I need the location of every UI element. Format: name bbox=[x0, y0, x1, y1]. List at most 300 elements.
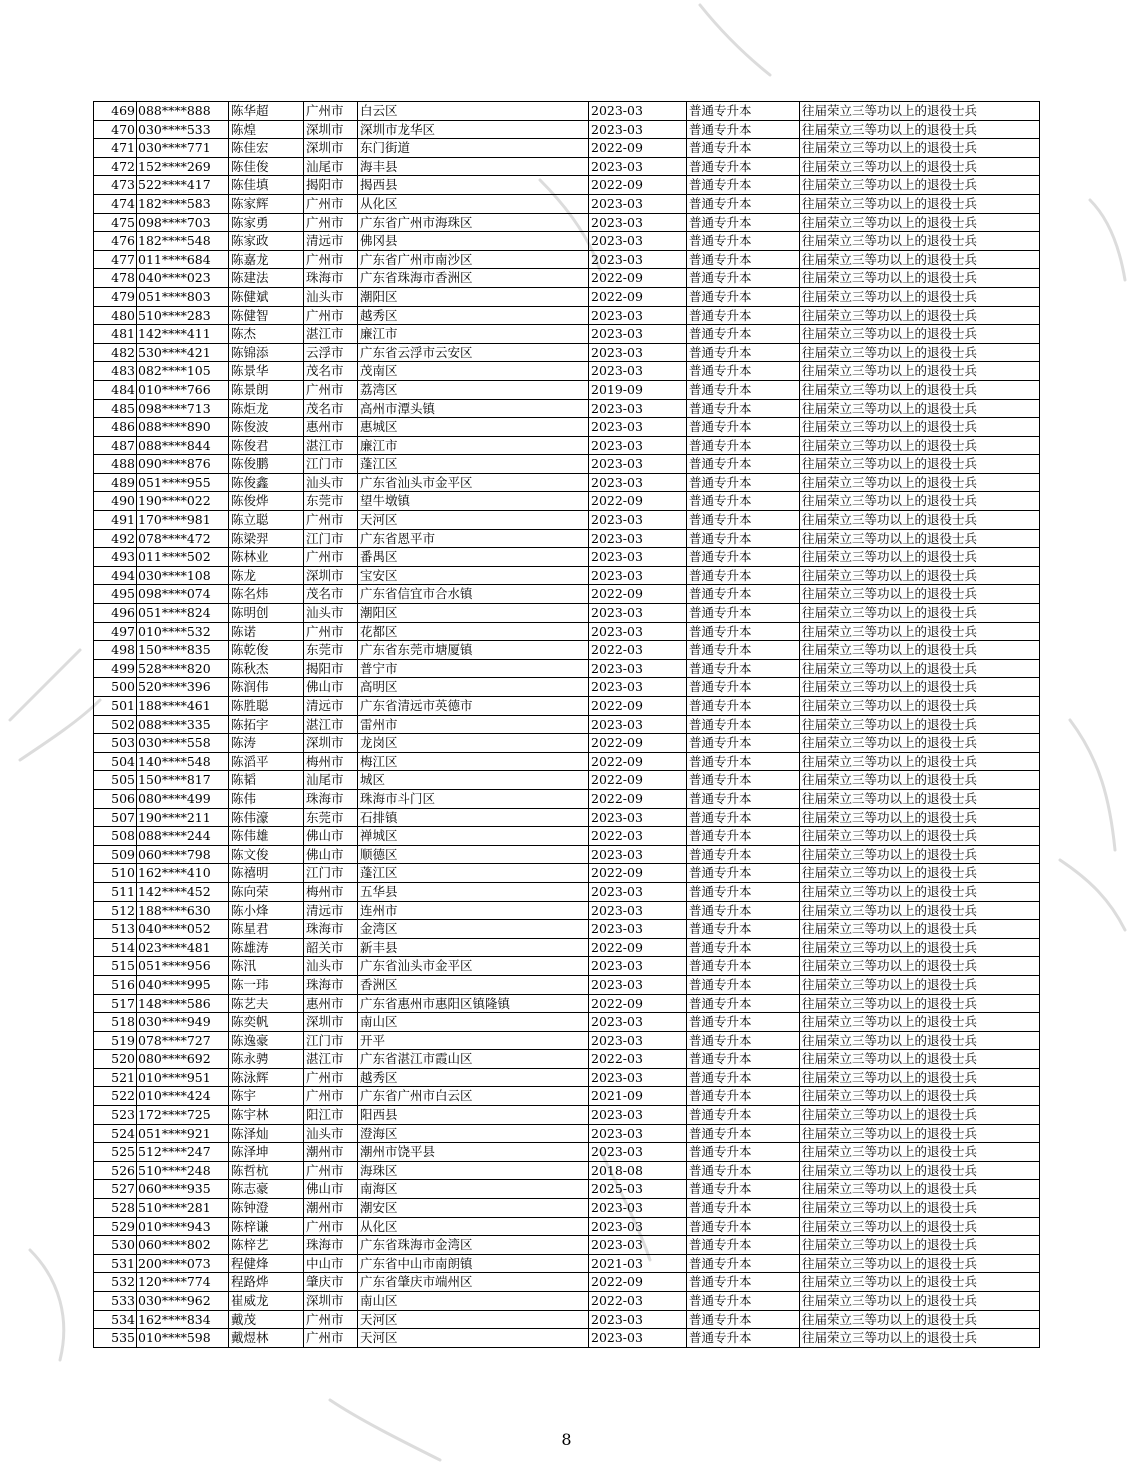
cell-no: 485 bbox=[94, 399, 137, 418]
cell-address: 龙岗区 bbox=[358, 734, 589, 753]
cell-address: 金湾区 bbox=[358, 920, 589, 939]
cell-category: 往届荣立三等功以上的退役士兵 bbox=[800, 102, 1040, 121]
cell-name: 陈秋杰 bbox=[229, 659, 304, 678]
cell-name: 陈韬 bbox=[229, 771, 304, 790]
cell-category: 往届荣立三等功以上的退役士兵 bbox=[800, 548, 1040, 567]
cell-date: 2023-03 bbox=[589, 306, 687, 325]
cell-no: 520 bbox=[94, 1050, 137, 1069]
table-row bbox=[94, 1217, 1040, 1236]
cell-type: 普通专升本 bbox=[687, 845, 800, 864]
cell-city: 佛山市 bbox=[304, 827, 358, 846]
cell-type: 普通专升本 bbox=[687, 771, 800, 790]
cell-type: 普通专升本 bbox=[687, 269, 800, 288]
cell-address: 梅江区 bbox=[358, 752, 589, 771]
cell-address: 南山区 bbox=[358, 1013, 589, 1032]
cell-category: 往届荣立三等功以上的退役士兵 bbox=[800, 269, 1040, 288]
cell-address: 佛冈县 bbox=[358, 232, 589, 251]
cell-city: 潮州市 bbox=[304, 1143, 358, 1162]
cell-name: 陈家勇 bbox=[229, 213, 304, 232]
cell-city: 湛江市 bbox=[304, 436, 358, 455]
table-row bbox=[94, 827, 1040, 846]
roster-table bbox=[93, 101, 1040, 1348]
table-row bbox=[94, 1236, 1040, 1255]
table-row bbox=[94, 176, 1040, 195]
cell-category: 往届荣立三等功以上的退役士兵 bbox=[800, 380, 1040, 399]
cell-address: 越秀区 bbox=[358, 306, 589, 325]
cell-address: 澄海区 bbox=[358, 1124, 589, 1143]
cell-no: 524 bbox=[94, 1124, 137, 1143]
cell-category: 往届荣立三等功以上的退役士兵 bbox=[800, 1310, 1040, 1329]
cell-no: 479 bbox=[94, 287, 137, 306]
cell-id: 162****834 bbox=[137, 1310, 229, 1329]
cell-no: 488 bbox=[94, 455, 137, 474]
cell-category: 往届荣立三等功以上的退役士兵 bbox=[800, 1050, 1040, 1069]
cell-id: 010****532 bbox=[137, 622, 229, 641]
cell-city: 广州市 bbox=[304, 306, 358, 325]
cell-address: 新丰县 bbox=[358, 938, 589, 957]
cell-city: 珠海市 bbox=[304, 975, 358, 994]
cell-city: 广州市 bbox=[304, 1161, 358, 1180]
cell-address: 荔湾区 bbox=[358, 380, 589, 399]
cell-date: 2023-03 bbox=[589, 678, 687, 697]
cell-category: 往届荣立三等功以上的退役士兵 bbox=[800, 455, 1040, 474]
cell-name: 陈杰 bbox=[229, 325, 304, 344]
cell-type: 普通专升本 bbox=[687, 1013, 800, 1032]
cell-category: 往届荣立三等功以上的退役士兵 bbox=[800, 1161, 1040, 1180]
cell-address: 白云区 bbox=[358, 102, 589, 121]
cell-id: 030****962 bbox=[137, 1292, 229, 1311]
cell-address: 阳西县 bbox=[358, 1106, 589, 1125]
cell-date: 2023-03 bbox=[589, 975, 687, 994]
cell-id: 040****995 bbox=[137, 975, 229, 994]
cell-id: 182****548 bbox=[137, 232, 229, 251]
cell-type: 普通专升本 bbox=[687, 250, 800, 269]
cell-name: 陈永骋 bbox=[229, 1050, 304, 1069]
cell-type: 普通专升本 bbox=[687, 1143, 800, 1162]
cell-no: 490 bbox=[94, 492, 137, 511]
cell-category: 往届荣立三等功以上的退役士兵 bbox=[800, 864, 1040, 883]
cell-id: 510****283 bbox=[137, 306, 229, 325]
cell-name: 陈泽灿 bbox=[229, 1124, 304, 1143]
cell-city: 深圳市 bbox=[304, 1292, 358, 1311]
cell-id: 078****727 bbox=[137, 1031, 229, 1050]
cell-type: 普通专升本 bbox=[687, 362, 800, 381]
cell-no: 480 bbox=[94, 306, 137, 325]
roster-body bbox=[94, 102, 1040, 1348]
table-row bbox=[94, 194, 1040, 213]
cell-date: 2022-09 bbox=[589, 492, 687, 511]
table-row bbox=[94, 120, 1040, 139]
cell-date: 2022-09 bbox=[589, 269, 687, 288]
cell-id: 200****073 bbox=[137, 1254, 229, 1273]
cell-name: 陈明创 bbox=[229, 604, 304, 623]
table-row bbox=[94, 1310, 1040, 1329]
cell-no: 513 bbox=[94, 920, 137, 939]
cell-category: 往届荣立三等功以上的退役士兵 bbox=[800, 325, 1040, 344]
cell-address: 南山区 bbox=[358, 1292, 589, 1311]
table-row bbox=[94, 399, 1040, 418]
cell-type: 普通专升本 bbox=[687, 139, 800, 158]
cell-id: 040****052 bbox=[137, 920, 229, 939]
table-row bbox=[94, 957, 1040, 976]
cell-no: 482 bbox=[94, 343, 137, 362]
cell-category: 往届荣立三等功以上的退役士兵 bbox=[800, 938, 1040, 957]
cell-city: 汕尾市 bbox=[304, 157, 358, 176]
cell-id: 051****803 bbox=[137, 287, 229, 306]
cell-address: 雷州市 bbox=[358, 715, 589, 734]
cell-no: 504 bbox=[94, 752, 137, 771]
cell-category: 往届荣立三等功以上的退役士兵 bbox=[800, 1217, 1040, 1236]
cell-name: 陈华超 bbox=[229, 102, 304, 121]
cell-address: 广东省珠海市金湾区 bbox=[358, 1236, 589, 1255]
cell-address: 广东省东莞市塘厦镇 bbox=[358, 641, 589, 660]
cell-type: 普通专升本 bbox=[687, 994, 800, 1013]
cell-id: 188****630 bbox=[137, 901, 229, 920]
table-row bbox=[94, 1254, 1040, 1273]
cell-date: 2022-09 bbox=[589, 287, 687, 306]
cell-type: 普通专升本 bbox=[687, 213, 800, 232]
cell-date: 2023-03 bbox=[589, 1013, 687, 1032]
cell-id: 140****548 bbox=[137, 752, 229, 771]
cell-address: 高州市潭头镇 bbox=[358, 399, 589, 418]
cell-address: 广东省汕头市金平区 bbox=[358, 473, 589, 492]
cell-city: 广州市 bbox=[304, 1068, 358, 1087]
cell-city: 深圳市 bbox=[304, 1013, 358, 1032]
cell-date: 2023-03 bbox=[589, 511, 687, 530]
cell-id: 142****452 bbox=[137, 882, 229, 901]
cell-id: 172****725 bbox=[137, 1106, 229, 1125]
cell-type: 普通专升本 bbox=[687, 548, 800, 567]
cell-name: 陈宇 bbox=[229, 1087, 304, 1106]
cell-city: 珠海市 bbox=[304, 789, 358, 808]
cell-type: 普通专升本 bbox=[687, 715, 800, 734]
cell-category: 往届荣立三等功以上的退役士兵 bbox=[800, 1236, 1040, 1255]
cell-address: 广东省汕头市金平区 bbox=[358, 957, 589, 976]
cell-name: 陈滔平 bbox=[229, 752, 304, 771]
table-row bbox=[94, 1013, 1040, 1032]
cell-category: 往届荣立三等功以上的退役士兵 bbox=[800, 920, 1040, 939]
cell-no: 472 bbox=[94, 157, 137, 176]
cell-type: 普通专升本 bbox=[687, 920, 800, 939]
cell-date: 2022-09 bbox=[589, 176, 687, 195]
cell-name: 陈小烽 bbox=[229, 901, 304, 920]
cell-id: 162****410 bbox=[137, 864, 229, 883]
cell-name: 陈宇林 bbox=[229, 1106, 304, 1125]
cell-date: 2023-03 bbox=[589, 845, 687, 864]
cell-date: 2023-03 bbox=[589, 194, 687, 213]
table-row bbox=[94, 938, 1040, 957]
cell-date: 2022-03 bbox=[589, 1292, 687, 1311]
cell-no: 481 bbox=[94, 325, 137, 344]
cell-address: 宝安区 bbox=[358, 566, 589, 585]
cell-date: 2023-03 bbox=[589, 1236, 687, 1255]
cell-date: 2023-03 bbox=[589, 659, 687, 678]
cell-name: 陈志豪 bbox=[229, 1180, 304, 1199]
cell-type: 普通专升本 bbox=[687, 734, 800, 753]
cell-id: 098****713 bbox=[137, 399, 229, 418]
cell-date: 2023-03 bbox=[589, 1031, 687, 1050]
cell-category: 往届荣立三等功以上的退役士兵 bbox=[800, 957, 1040, 976]
table-row bbox=[94, 715, 1040, 734]
cell-address: 潮阳区 bbox=[358, 287, 589, 306]
cell-no: 514 bbox=[94, 938, 137, 957]
cell-date: 2023-03 bbox=[589, 1124, 687, 1143]
cell-type: 普通专升本 bbox=[687, 1180, 800, 1199]
cell-date: 2023-03 bbox=[589, 882, 687, 901]
cell-category: 往届荣立三等功以上的退役士兵 bbox=[800, 901, 1040, 920]
cell-no: 491 bbox=[94, 511, 137, 530]
cell-date: 2023-03 bbox=[589, 957, 687, 976]
cell-address: 普宁市 bbox=[358, 659, 589, 678]
cell-type: 普通专升本 bbox=[687, 1050, 800, 1069]
cell-name: 陈煌 bbox=[229, 120, 304, 139]
table-row bbox=[94, 678, 1040, 697]
cell-id: 082****105 bbox=[137, 362, 229, 381]
cell-type: 普通专升本 bbox=[687, 789, 800, 808]
cell-city: 广州市 bbox=[304, 1217, 358, 1236]
cell-city: 东莞市 bbox=[304, 641, 358, 660]
cell-date: 2023-03 bbox=[589, 1199, 687, 1218]
cell-name: 陈禧明 bbox=[229, 864, 304, 883]
cell-category: 往届荣立三等功以上的退役士兵 bbox=[800, 1124, 1040, 1143]
cell-category: 往届荣立三等功以上的退役士兵 bbox=[800, 771, 1040, 790]
cell-category: 往届荣立三等功以上的退役士兵 bbox=[800, 827, 1040, 846]
cell-name: 陈乾俊 bbox=[229, 641, 304, 660]
cell-name: 陈名炜 bbox=[229, 585, 304, 604]
cell-date: 2023-03 bbox=[589, 1217, 687, 1236]
cell-date: 2023-03 bbox=[589, 399, 687, 418]
cell-category: 往届荣立三等功以上的退役士兵 bbox=[800, 1329, 1040, 1348]
cell-date: 2023-03 bbox=[589, 548, 687, 567]
cell-id: 190****211 bbox=[137, 808, 229, 827]
cell-address: 广东省信宜市合水镇 bbox=[358, 585, 589, 604]
cell-category: 往届荣立三等功以上的退役士兵 bbox=[800, 157, 1040, 176]
cell-category: 往届荣立三等功以上的退役士兵 bbox=[800, 845, 1040, 864]
cell-type: 普通专升本 bbox=[687, 455, 800, 474]
table-row bbox=[94, 1292, 1040, 1311]
cell-id: 051****955 bbox=[137, 473, 229, 492]
cell-city: 中山市 bbox=[304, 1254, 358, 1273]
table-row bbox=[94, 604, 1040, 623]
cell-address: 惠城区 bbox=[358, 418, 589, 437]
cell-address: 花都区 bbox=[358, 622, 589, 641]
cell-city: 潮州市 bbox=[304, 1199, 358, 1218]
cell-category: 往届荣立三等功以上的退役士兵 bbox=[800, 1031, 1040, 1050]
cell-date: 2023-03 bbox=[589, 325, 687, 344]
table-row bbox=[94, 436, 1040, 455]
table-row bbox=[94, 845, 1040, 864]
cell-date: 2023-03 bbox=[589, 920, 687, 939]
table-row bbox=[94, 1180, 1040, 1199]
cell-id: 510****281 bbox=[137, 1199, 229, 1218]
cell-type: 普通专升本 bbox=[687, 1329, 800, 1348]
cell-city: 广州市 bbox=[304, 548, 358, 567]
cell-address: 蓬江区 bbox=[358, 864, 589, 883]
cell-name: 崔威龙 bbox=[229, 1292, 304, 1311]
cell-city: 茂名市 bbox=[304, 362, 358, 381]
cell-name: 陈锦添 bbox=[229, 343, 304, 362]
cell-city: 佛山市 bbox=[304, 1180, 358, 1199]
cell-address: 石排镇 bbox=[358, 808, 589, 827]
cell-name: 陈林业 bbox=[229, 548, 304, 567]
cell-name: 陈佳宏 bbox=[229, 139, 304, 158]
cell-city: 汕尾市 bbox=[304, 771, 358, 790]
table-row bbox=[94, 1199, 1040, 1218]
cell-no: 484 bbox=[94, 380, 137, 399]
cell-no: 521 bbox=[94, 1068, 137, 1087]
cell-type: 普通专升本 bbox=[687, 566, 800, 585]
cell-category: 往届荣立三等功以上的退役士兵 bbox=[800, 194, 1040, 213]
cell-no: 507 bbox=[94, 808, 137, 827]
cell-no: 500 bbox=[94, 678, 137, 697]
table-row bbox=[94, 473, 1040, 492]
table-row bbox=[94, 362, 1040, 381]
cell-name: 陈胜聪 bbox=[229, 697, 304, 716]
cell-id: 170****981 bbox=[137, 511, 229, 530]
cell-id: 060****935 bbox=[137, 1180, 229, 1199]
cell-no: 497 bbox=[94, 622, 137, 641]
cell-no: 474 bbox=[94, 194, 137, 213]
cell-name: 陈奕帆 bbox=[229, 1013, 304, 1032]
cell-id: 010****598 bbox=[137, 1329, 229, 1348]
cell-id: 060****802 bbox=[137, 1236, 229, 1255]
cell-category: 往届荣立三等功以上的退役士兵 bbox=[800, 473, 1040, 492]
cell-city: 佛山市 bbox=[304, 678, 358, 697]
cell-id: 182****583 bbox=[137, 194, 229, 213]
cell-type: 普通专升本 bbox=[687, 176, 800, 195]
cell-date: 2022-09 bbox=[589, 771, 687, 790]
cell-no: 483 bbox=[94, 362, 137, 381]
cell-id: 030****108 bbox=[137, 566, 229, 585]
cell-city: 清远市 bbox=[304, 232, 358, 251]
cell-id: 522****417 bbox=[137, 176, 229, 195]
cell-city: 深圳市 bbox=[304, 734, 358, 753]
cell-id: 150****817 bbox=[137, 771, 229, 790]
cell-name: 陈家政 bbox=[229, 232, 304, 251]
table-row bbox=[94, 771, 1040, 790]
cell-date: 2023-03 bbox=[589, 1143, 687, 1162]
cell-date: 2021-09 bbox=[589, 1087, 687, 1106]
cell-no: 529 bbox=[94, 1217, 137, 1236]
cell-address: 广东省湛江市霞山区 bbox=[358, 1050, 589, 1069]
cell-no: 496 bbox=[94, 604, 137, 623]
cell-type: 普通专升本 bbox=[687, 1087, 800, 1106]
table-row bbox=[94, 585, 1040, 604]
cell-category: 往届荣立三等功以上的退役士兵 bbox=[800, 176, 1040, 195]
cell-category: 往届荣立三等功以上的退役士兵 bbox=[800, 585, 1040, 604]
cell-date: 2023-03 bbox=[589, 715, 687, 734]
cell-city: 广州市 bbox=[304, 102, 358, 121]
cell-category: 往届荣立三等功以上的退役士兵 bbox=[800, 511, 1040, 530]
cell-category: 往届荣立三等功以上的退役士兵 bbox=[800, 418, 1040, 437]
table-row bbox=[94, 920, 1040, 939]
cell-category: 往届荣立三等功以上的退役士兵 bbox=[800, 789, 1040, 808]
cell-date: 2023-03 bbox=[589, 213, 687, 232]
cell-name: 陈建法 bbox=[229, 269, 304, 288]
cell-city: 梅州市 bbox=[304, 882, 358, 901]
cell-id: 188****461 bbox=[137, 697, 229, 716]
cell-name: 陈伟 bbox=[229, 789, 304, 808]
cell-address: 广东省广州市白云区 bbox=[358, 1087, 589, 1106]
cell-category: 往届荣立三等功以上的退役士兵 bbox=[800, 529, 1040, 548]
cell-no: 492 bbox=[94, 529, 137, 548]
cell-type: 普通专升本 bbox=[687, 641, 800, 660]
cell-date: 2022-09 bbox=[589, 585, 687, 604]
cell-address: 顺德区 bbox=[358, 845, 589, 864]
cell-type: 普通专升本 bbox=[687, 1031, 800, 1050]
table-row bbox=[94, 901, 1040, 920]
cell-address: 南海区 bbox=[358, 1180, 589, 1199]
cell-date: 2022-09 bbox=[589, 789, 687, 808]
cell-category: 往届荣立三等功以上的退役士兵 bbox=[800, 604, 1040, 623]
cell-date: 2023-03 bbox=[589, 102, 687, 121]
cell-city: 汕头市 bbox=[304, 604, 358, 623]
cell-city: 东莞市 bbox=[304, 808, 358, 827]
cell-date: 2019-09 bbox=[589, 380, 687, 399]
cell-id: 088****890 bbox=[137, 418, 229, 437]
cell-type: 普通专升本 bbox=[687, 827, 800, 846]
cell-name: 陈向荣 bbox=[229, 882, 304, 901]
cell-date: 2023-03 bbox=[589, 250, 687, 269]
cell-id: 030****558 bbox=[137, 734, 229, 753]
cell-category: 往届荣立三等功以上的退役士兵 bbox=[800, 659, 1040, 678]
cell-date: 2023-03 bbox=[589, 1310, 687, 1329]
cell-name: 陈俊鑫 bbox=[229, 473, 304, 492]
cell-city: 广州市 bbox=[304, 622, 358, 641]
cell-category: 往届荣立三等功以上的退役士兵 bbox=[800, 1143, 1040, 1162]
cell-name: 戴茂 bbox=[229, 1310, 304, 1329]
cell-address: 开平 bbox=[358, 1031, 589, 1050]
cell-name: 陈梁羿 bbox=[229, 529, 304, 548]
cell-city: 广州市 bbox=[304, 213, 358, 232]
cell-type: 普通专升本 bbox=[687, 306, 800, 325]
table-row bbox=[94, 622, 1040, 641]
cell-id: 030****533 bbox=[137, 120, 229, 139]
cell-city: 茂名市 bbox=[304, 399, 358, 418]
cell-city: 江门市 bbox=[304, 1031, 358, 1050]
cell-category: 往届荣立三等功以上的退役士兵 bbox=[800, 120, 1040, 139]
table-row bbox=[94, 1124, 1040, 1143]
cell-type: 普通专升本 bbox=[687, 1106, 800, 1125]
cell-date: 2023-03 bbox=[589, 1106, 687, 1125]
cell-date: 2022-03 bbox=[589, 641, 687, 660]
cell-address: 广东省中山市南朗镇 bbox=[358, 1254, 589, 1273]
cell-no: 515 bbox=[94, 957, 137, 976]
cell-city: 清远市 bbox=[304, 901, 358, 920]
cell-category: 往届荣立三等功以上的退役士兵 bbox=[800, 678, 1040, 697]
cell-address: 海珠区 bbox=[358, 1161, 589, 1180]
cell-no: 471 bbox=[94, 139, 137, 158]
cell-category: 往届荣立三等功以上的退役士兵 bbox=[800, 232, 1040, 251]
cell-address: 天河区 bbox=[358, 1310, 589, 1329]
cell-city: 广州市 bbox=[304, 194, 358, 213]
cell-no: 487 bbox=[94, 436, 137, 455]
cell-id: 088****335 bbox=[137, 715, 229, 734]
cell-name: 陈俊烨 bbox=[229, 492, 304, 511]
cell-category: 往届荣立三等功以上的退役士兵 bbox=[800, 287, 1040, 306]
cell-address: 望牛墩镇 bbox=[358, 492, 589, 511]
cell-address: 深圳市龙华区 bbox=[358, 120, 589, 139]
table-row bbox=[94, 1106, 1040, 1125]
cell-city: 揭阳市 bbox=[304, 176, 358, 195]
cell-date: 2021-03 bbox=[589, 1254, 687, 1273]
cell-no: 494 bbox=[94, 566, 137, 585]
cell-no: 502 bbox=[94, 715, 137, 734]
cell-date: 2023-03 bbox=[589, 1329, 687, 1348]
cell-no: 470 bbox=[94, 120, 137, 139]
cell-no: 511 bbox=[94, 882, 137, 901]
cell-name: 陈伟濠 bbox=[229, 808, 304, 827]
